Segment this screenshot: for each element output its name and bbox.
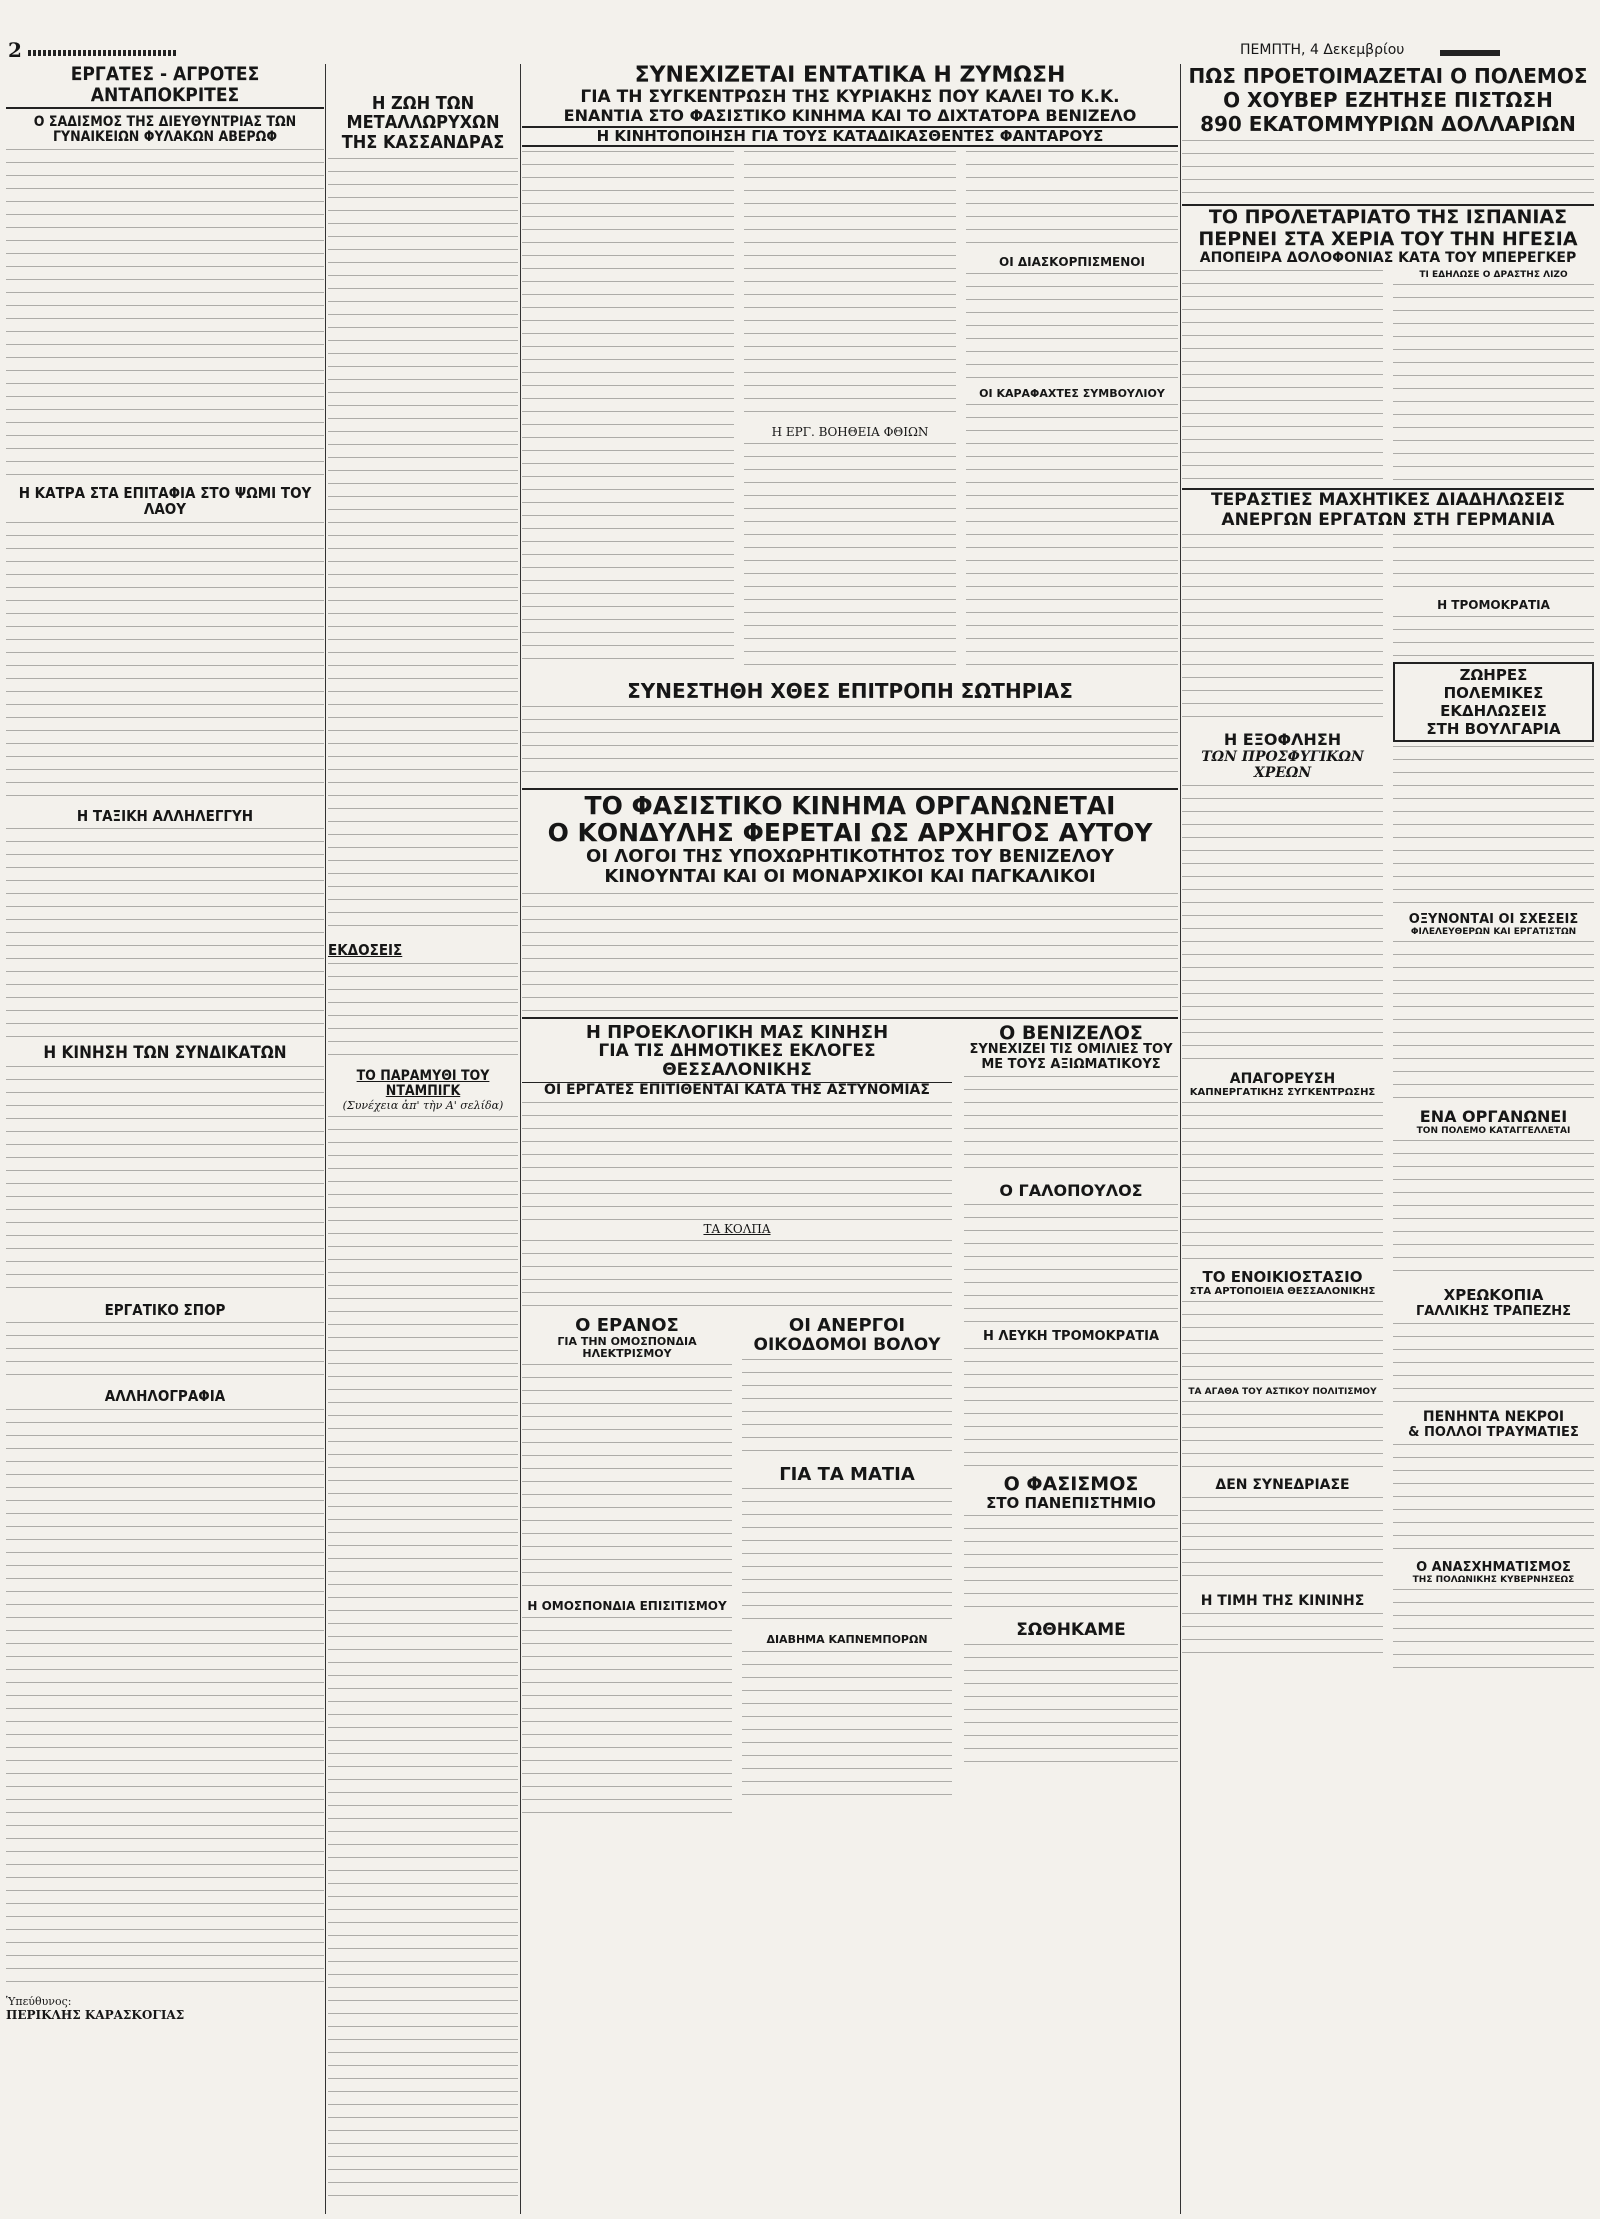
banner-headline: ΤΟ ΠΡΟΛΕΤΑΡΙΑΤΟ ΤΗΣ ΙΣΠΑΝΙΑΣ: [1182, 204, 1594, 228]
banner-headline: ΓΙΑ ΤΗ ΣΥΓΚΕΝΤΡΩΣΗ ΤΗΣ ΚΥΡΙΑΚΗΣ ΠΟΥ ΚΑΛΕΙ ΤΟ Κ.Κ.: [580, 87, 1120, 108]
article-headline: ΣΥΝΕΣΤΗΘΗ ΧΘΕΣ ΕΠΙΤΡΟΠΗ ΣΩΤΗΡΙΑΣ: [627, 678, 1073, 703]
right-section: [1182, 64, 1594, 1679]
banner-headline: ΤΟ ΦΑΣΙΣΤΙΚΟ ΚΙΝΗΜΑ ΟΡΓΑΝΩΝΕΤΑΙ: [522, 788, 1178, 820]
article-headline: ΖΩΗΡΕΣ: [1459, 666, 1528, 684]
column-divider: [325, 64, 326, 2214]
article-subhead: Η ΤΡΟΜΟΚΡΑΤΙΑ: [1437, 598, 1550, 612]
article-headline: ΕΝΑ ΟΡΓΑΝΩΝΕΙ: [1419, 1107, 1568, 1126]
article-body: [522, 1102, 952, 1222]
article-body: [1393, 746, 1594, 906]
article-body: [1393, 534, 1594, 594]
article-headline: ΔΙΑΒΗΜΑ ΚΑΠΝΕΜΠΟΡΩΝ: [766, 1633, 928, 1647]
banner-headline: Η ΚΙΝΗΤΟΠΟΙΗΣΗ ΓΙΑ ΤΟΥΣ ΚΑΤΑΔΙΚΑΣΘΕΝΤΕΣ ΦΑΝΤΑΡΟΥΣ: [522, 126, 1178, 147]
article-headline: ΠΕΝΗΝΤΑ ΝΕΚΡΟΙ: [1422, 1409, 1565, 1425]
article-body: [966, 151, 1178, 251]
article-body: [522, 893, 1178, 1013]
article-body: [6, 1322, 324, 1382]
article-headline: Ο ΒΕΝΙΖΕΛΟΣ: [999, 1021, 1143, 1044]
banner-headline: ΑΠΟΠΕΙΡΑ ΔΟΛΟΦΟΝΙΑΣ ΚΑΤΑ ΤΟΥ ΜΠΕΡΕΓΚΕΡ: [1199, 250, 1577, 266]
article-body: [6, 828, 324, 1038]
article-headline: ΟΞΥΝΟΝΤΑΙ ΟΙ ΣΧΕΣΕΙΣ: [1408, 912, 1579, 927]
article-body: [742, 1488, 952, 1628]
article-body: [6, 522, 324, 802]
article-headline: ΓΑΛΛΙΚΗΣ ΤΡΑΠΕΖΗΣ: [1415, 1304, 1572, 1319]
article-subhead: ΤΑ ΚΟΛΠΑ: [703, 1222, 771, 1237]
article-headline: ΔΕΝ ΣΥΝΕΔΡΙΑΣΕ: [1215, 1477, 1350, 1493]
center-section: [522, 64, 1178, 1817]
article-body: [966, 273, 1178, 383]
article-headline: Ο ΣΑΔΙΣΜΟΣ ΤΗΣ ΔΙΕΥΘΥΝΤΡΙΑΣ ΤΩΝ ΓΥΝΑΙΚΕΙΩΝ ΦΥΛΑΚΩΝ ΑΒΕΡΩΦ: [33, 114, 297, 146]
banner-headline: ΠΕΡΝΕΙ ΣΤΑ ΧΕΡΙΑ ΤΟΥ ΤΗΝ ΗΓΕΣΙΑ: [1198, 228, 1578, 250]
footer-name: ΠΕΡΙΚΛΗΣ ΚΑΡΑΣΚΟΓΙΑΣ: [6, 2007, 185, 2022]
article-headline: ΤΗΣ ΠΟΛΩΝΙΚΗΣ ΚΥΒΕΡΝΗΣΕΩΣ: [1412, 1575, 1575, 1585]
article-headline: ΧΡΕΩΚΟΠΙΑ: [1443, 1286, 1544, 1304]
article-body: [1393, 1323, 1594, 1403]
article-body: [964, 1515, 1178, 1615]
article-body: [1393, 616, 1594, 656]
banner-headline: ΟΙ ΛΟΓΟΙ ΤΗΣ ΥΠΟΧΩΡΗΤΙΚΟΤΗΤΟΣ ΤΟΥ ΒΕΝΙΖΕΛΟΥ: [586, 845, 1114, 867]
article-headline: ΑΛΛΗΛΟΓΡΑΦΙΑ: [104, 1387, 226, 1406]
banner-headline: ΕΝΑΝΤΙΑ ΣΤΟ ΦΑΣΙΣΤΙΚΟ ΚΙΝΗΜΑ ΚΑΙ ΤΟ ΔΙΧΤΑΤΟΡΑ ΒΕΝΙΖΕΛΟ: [563, 105, 1137, 125]
page-header: [0, 0, 1600, 62]
article-body: [742, 1651, 952, 1801]
article-headline: Η ΛΕΥΚΗ ΤΡΟΜΟΚΡΑΤΙΑ: [982, 1328, 1160, 1344]
column-divider: [1180, 64, 1181, 2214]
article-headline: ΟΙ ΑΝΕΡΓΟΙ: [788, 1315, 906, 1337]
article-body: [1393, 284, 1594, 484]
article-body: [328, 158, 518, 938]
article-headline: ΣΥΝΕΧΙΖΕΙ ΤΙΣ ΟΜΙΛΙΕΣ ΤΟΥ ΜΕ ΤΟΥΣ ΑΞΙΩΜΑΤΙΚΟΥΣ: [969, 1042, 1173, 1072]
article-headline: ΟΙ ΕΡΓΑΤΕΣ ΕΠΙΤΙΘΕΝΤΑΙ ΚΑΤΑ ΤΗΣ ΑΣΤΥΝΟΜΙΑΣ: [522, 1082, 952, 1098]
article-subtitle: (Συνέχεια ἀπ' τὴν Α' σελίδα): [342, 1098, 504, 1112]
banner-headline: Ο ΧΟΥΒΕΡ ΕΖΗΤΗΣΕ ΠΙΣΤΩΣΗ: [1223, 88, 1553, 112]
article-body: [1182, 1401, 1383, 1471]
article-body: [6, 149, 324, 479]
article-subhead: ΟΙ ΔΙΑΣΚΟΡΠΙΣΜΕΝΟΙ: [999, 254, 1145, 269]
header-rule-right: [1440, 50, 1500, 56]
article-body: [1393, 941, 1594, 1101]
article-headline: ΤΟ ΕΝΟΙΚΙΟΣΤΑΣΙΟ: [1202, 1268, 1363, 1286]
article-headline: Η ΟΜΟΣΠΟΝΔΙΑ ΕΠΙΣΙΤΙΣΜΟΥ: [527, 1599, 727, 1614]
article-body: [522, 1240, 952, 1310]
article-headline: Η ΕΞΟΦΛΗΣΗ: [1223, 730, 1342, 749]
article-body: [522, 706, 1178, 784]
banner-headline: ΣΥΝΕΧΙΖΕΤΑΙ ΕΝΤΑΤΙΚΑ Η ΖΥΜΩΣΗ: [634, 63, 1066, 88]
article-headline: ΕΚΔΟΣΕΙΣ: [328, 941, 403, 960]
article-body: [1182, 534, 1383, 724]
article-headline: ΓΙΑ ΤΑ ΜΑΤΙΑ: [779, 1463, 915, 1485]
article-body: [1182, 1301, 1383, 1381]
date-line: ΠΕΜΠΤΗ, 4 Δεκεμβρίου: [1240, 42, 1405, 58]
article-body: [328, 963, 518, 1063]
article-body: [964, 1076, 1178, 1176]
article-headline: Ο ΓΑΛΟΠΟΥΛΟΣ: [999, 1181, 1143, 1201]
banner-headline: ΤΕΡΑΣΤΙΕΣ ΜΑΧΗΤΙΚΕΣ ΔΙΑΔΗΛΩΣΕΙΣ: [1182, 488, 1594, 510]
banner-headline: ΠΩΣ ΠΡΟΕΤΟΙΜΑΖΕΤΑΙ Ο ΠΟΛΕΜΟΣ: [1188, 64, 1588, 88]
article-subhead: ΟΙ ΚΑΡΑΦΑΧΤΕΣ ΣΥΜΒΟΥΛΙΟΥ: [979, 386, 1165, 400]
article-headline: ΤΑ ΑΓΑΘΑ ΤΟΥ ΑΣΤΙΚΟΥ ΠΟΛΙΤΙΣΜΟΥ: [1188, 1387, 1377, 1397]
left-column: [6, 64, 324, 2214]
article-body: [1182, 1613, 1383, 1663]
article-body: [966, 404, 1178, 674]
article-headline: Η ΖΩΗ ΤΩΝ ΜΕΤΑΛΛΩΡΥΧΩΝ ΤΗΣ ΚΑΣΣΑΝΔΡΑΣ: [341, 93, 505, 153]
article-body: [522, 1617, 732, 1817]
article-body: [1393, 1140, 1594, 1280]
article-headline: ΤΟ ΠΑΡΑΜΥΘΙ ΤΟΥ ΝΤΑΜΠΙΓΚ: [356, 1067, 490, 1099]
article-headline: Ο ΑΝΑΣΧΗΜΑΤΙΣΜΟΣ: [1416, 1560, 1571, 1575]
article-headline: ΦΙΛΕΛΕΥΘΕΡΩΝ ΚΑΙ ΕΡΓΑΤΙΣΤΩΝ: [1410, 927, 1577, 937]
article-headline: Η ΚΙΝΗΣΗ ΤΩΝ ΣΥΝΔΙΚΑΤΩΝ: [43, 1042, 287, 1063]
article-headline: ΓΙΑ ΤΗΝ ΟΜΟΣΠΟΝΔΙΑ ΗΛΕΚΤΡΙΣΜΟΥ: [557, 1334, 697, 1361]
article-headline: Η ΠΡΟΕΚΛΟΓΙΚΗ ΜΑΣ ΚΙΝΗΣΗ: [585, 1021, 889, 1043]
article-body: [744, 151, 956, 421]
header-rule-left: [28, 50, 178, 56]
article-body: [1393, 1444, 1594, 1554]
article-headline: Ο ΕΡΑΝΟΣ: [575, 1315, 679, 1337]
article-body: [328, 1116, 518, 2196]
article-headline: ΟΙΚΟΔΟΜΟΙ ΒΟΛΟΥ: [753, 1334, 941, 1355]
article-body: [1182, 1497, 1383, 1587]
article-headline: ΣΩΘΗΚΑΜΕ: [1016, 1620, 1126, 1641]
article-subhead: Η ΕΡΓ. ΒΟΗΘΕΙΑ ΦΘΙΩΝ: [771, 424, 929, 439]
article-headline: ΕΡΓΑΤΙΚΟ ΣΠΟΡ: [104, 1301, 226, 1320]
article-body: [6, 1066, 324, 1296]
article-headline: Η ΚΑΤΡΑ ΣΤΑ ΕΠΙΤΑΦΙΑ ΣΤΟ ΨΩΜΙ ΤΟΥ ΛΑΟΥ: [18, 484, 312, 519]
article-body: [522, 1364, 732, 1594]
article-subhead: ΤΙ ΕΔΗΛΩΣΕ Ο ΔΡΑΣΤΗΣ ΛΙΖΟ: [1419, 270, 1568, 280]
article-headline: Η ΤΙΜΗ ΤΗΣ ΚΙΝΙΝΗΣ: [1200, 1593, 1365, 1609]
article-body: [964, 1348, 1178, 1468]
article-headline: ΠΟΛΕΜΙΚΕΣ ΕΚΔΗΛΩΣΕΙΣ: [1440, 684, 1547, 720]
article-body: [744, 443, 956, 673]
article-headline: ΣΤΑ ΑΡΤΟΠΟΙΕΙΑ ΘΕΣΣΑΛΟΝΙΚΗΣ: [1189, 1286, 1376, 1297]
banner-headline: ΑΝΕΡΓΩΝ ΕΡΓΑΤΩΝ ΣΤΗ ΓΕΡΜΑΝΙΑ: [1221, 510, 1555, 530]
article-headline: Ο ΦΑΣΙΣΜΟΣ: [1003, 1472, 1139, 1495]
article-headline: ΤΟΝ ΠΟΛΕΜΟ ΚΑΤΑΓΓΕΛΛΕΤΑΙ: [1416, 1126, 1571, 1136]
article-body: [6, 1409, 324, 1989]
article-body: [1182, 785, 1383, 1065]
article-body: [964, 1204, 1178, 1324]
article-headline: ΚΑΠΝΕΡΓΑΤΙΚΗΣ ΣΥΓΚΕΝΤΡΩΣΗΣ: [1189, 1087, 1376, 1098]
second-column: [328, 64, 518, 2214]
article-headline: ΓΙΑ ΤΙΣ ΔΗΜΟΤΙΚΕΣ ΕΚΛΟΓΕΣ ΘΕΣΣΑΛΟΝΙΚΗΣ: [598, 1041, 876, 1081]
article-body: [964, 1644, 1178, 1774]
banner-headline: ΚΙΝΟΥΝΤΑΙ ΚΑΙ ΟΙ ΜΟΝΑΡΧΙΚΟΙ ΚΑΙ ΠΑΓΚΑΛΙΚΟΙ: [604, 865, 1096, 887]
banner-headline: Ο ΚΟΝΔΥΛΗΣ ΦΕΡΕΤΑΙ ΩΣ ΑΡΧΗΓΟΣ ΑΥΤΟΥ: [547, 818, 1153, 848]
article-headline: ΤΩΝ ΠΡΟΣΦΥΓΙΚΩΝ ΧΡΕΩΝ: [1201, 749, 1364, 781]
banner-headline: 890 ΕΚΑΤΟΜΜΥΡΙΩΝ ΔΟΛΛΑΡΙΩΝ: [1200, 112, 1576, 136]
article-body: [522, 151, 734, 671]
article-headline: ΣΤΗ ΒΟΥΛΓΑΡΙΑ: [1426, 720, 1561, 738]
article-headline-box: [1393, 662, 1594, 742]
article-body: [742, 1359, 952, 1459]
article-body: [1182, 1102, 1383, 1262]
article-headline: ΑΠΑΓΟΡΕΥΣΗ: [1229, 1071, 1336, 1087]
page-number: 2: [8, 38, 22, 62]
article-headline: Η ΤΑΞΙΚΗ ΑΛΛΗΛΕΓΓΥΗ: [76, 806, 254, 825]
article-body: [1393, 1589, 1594, 1679]
article-headline: & ΠΟΛΛΟΙ ΤΡΑΥΜΑΤΙΕΣ: [1408, 1425, 1579, 1440]
column-divider: [520, 64, 521, 2214]
article-headline: ΣΤΟ ΠΑΝΕΠΙΣΤΗΜΙΟ: [986, 1493, 1156, 1512]
footer-label: Ὑπεύθυνος:: [6, 1994, 72, 2008]
section-title: ΕΡΓΑΤΕΣ - ΑΓΡΟΤΕΣ ΑΝΤΑΠΟΚΡΙΤΕΣ: [6, 64, 324, 109]
article-body: [1182, 140, 1594, 200]
article-body: [1182, 270, 1383, 480]
